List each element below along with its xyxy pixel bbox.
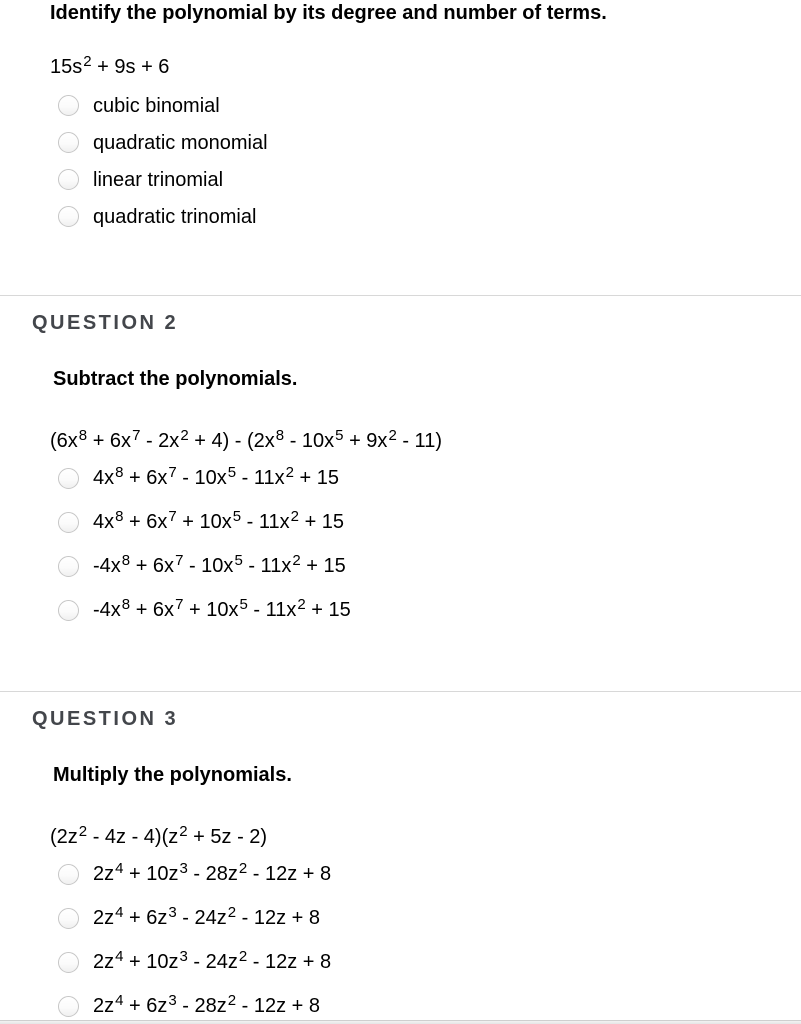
answer-option-label: linear trinomial xyxy=(93,168,224,191)
answer-option-label: quadratic monomial xyxy=(93,131,268,154)
answer-option[interactable] xyxy=(58,940,801,984)
answer-option-label: $2z^4 + 10z^3 - 24z^2 - 12z + 8$ xyxy=(93,948,332,973)
radio-button[interactable] xyxy=(58,908,79,929)
answer-option-label: $2z^4 + 6z^3 - 24z^2 - 12z + 8$ xyxy=(93,904,321,929)
radio-button[interactable] xyxy=(58,206,79,227)
answer-option-label: $2z^4 + 10z^3 - 28z^2 - 12z + 8$ xyxy=(93,860,332,885)
page-bottom-edge xyxy=(0,1020,801,1024)
answer-option[interactable] xyxy=(58,198,801,235)
question-header: QUESTION 3 xyxy=(32,708,179,730)
answer-option-label: quadratic trinomial xyxy=(93,205,257,228)
radio-button[interactable] xyxy=(58,468,79,489)
answer-option-label: cubic binomial xyxy=(93,94,220,117)
radio-button[interactable] xyxy=(58,512,79,533)
radio-button[interactable] xyxy=(58,132,79,153)
radio-button[interactable] xyxy=(58,996,79,1017)
polynomial-expression: $15s^2 + 9s + 6$ xyxy=(50,53,170,78)
question-section-3 xyxy=(0,709,801,1024)
answer-options xyxy=(58,852,801,1024)
answer-option[interactable] xyxy=(58,87,801,124)
polynomial-expression: $(6x^8 + 6x^7 - 2x^2 + 4) - (2x^8 - 10x^5 + 9x^2 - 11)$ xyxy=(50,427,442,452)
answer-option-label: $-4x^8 + 6x^7 - 10x^5 - 11x^2 + 15$ xyxy=(93,552,346,577)
radio-button[interactable] xyxy=(58,600,79,621)
answer-options xyxy=(58,87,801,235)
question-header: QUESTION 2 xyxy=(32,312,179,334)
radio-button[interactable] xyxy=(58,556,79,577)
answer-options xyxy=(58,456,801,632)
answer-option-label: $4x^8 + 6x^7 + 10x^5 - 11x^2 + 15$ xyxy=(93,508,345,533)
question-prompt: Subtract the polynomials. xyxy=(53,368,298,390)
answer-option[interactable] xyxy=(58,456,801,500)
question-prompt: Multiply the polynomials. xyxy=(53,764,292,786)
question-section-1 xyxy=(0,1,801,235)
answer-option-label: $-4x^8 + 6x^7 + 10x^5 - 11x^2 + 15$ xyxy=(93,596,351,621)
answer-option[interactable] xyxy=(58,896,801,940)
radio-button[interactable] xyxy=(58,864,79,885)
answer-option[interactable] xyxy=(58,500,801,544)
answer-option[interactable] xyxy=(58,588,801,632)
answer-option[interactable] xyxy=(58,984,801,1024)
radio-button[interactable] xyxy=(58,169,79,190)
answer-option-label: $2z^4 + 6z^3 - 28z^2 - 12z + 8$ xyxy=(93,992,321,1017)
section-divider xyxy=(0,295,801,296)
radio-button[interactable] xyxy=(58,95,79,116)
quiz-page xyxy=(0,1,801,1024)
answer-option-label: $4x^8 + 6x^7 - 10x^5 - 11x^2 + 15$ xyxy=(93,464,340,489)
polynomial-expression: $(2z^2 - 4z - 4)(z^2 + 5z - 2)$ xyxy=(50,823,268,848)
question-section-2 xyxy=(0,313,801,632)
answer-option[interactable] xyxy=(58,852,801,896)
answer-option[interactable] xyxy=(58,544,801,588)
answer-option[interactable] xyxy=(58,124,801,161)
answer-option[interactable] xyxy=(58,161,801,198)
question-prompt: Identify the polynomial by its degree and number of terms. xyxy=(50,2,607,24)
radio-button[interactable] xyxy=(58,952,79,973)
section-divider xyxy=(0,691,801,692)
